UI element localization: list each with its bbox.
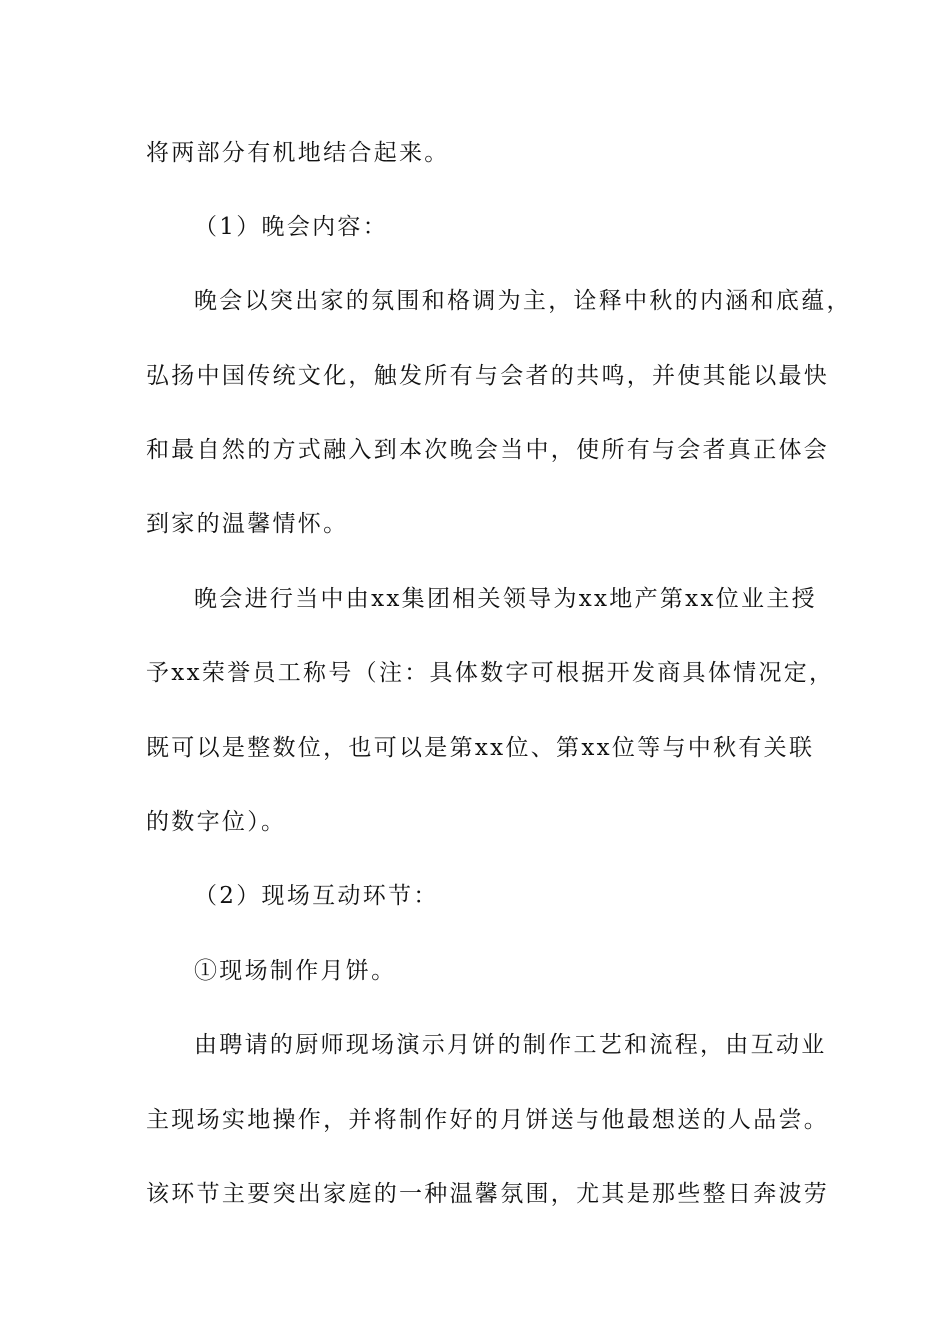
text-line: 该环节主要突出家庭的一种温馨氛围，尤其是那些整日奔波劳 [146,1181,830,1207]
list-item-heading: ①现场制作月饼。 [194,958,397,984]
text-line: 到家的温馨情怀。 [146,511,349,537]
text-line: 将两部分有机地结合起来。 [146,140,450,166]
text-line: 弘扬中国传统文化，触发所有与会者的共鸣，并使其能以最快 [146,363,830,389]
paragraph-start: 晚会以突出家的氛围和格调为主，诠释中秋的内涵和底蕴， [194,288,852,314]
text-line: 主现场实地操作，并将制作好的月饼送与他最想送的人品尝。 [146,1107,830,1133]
section-heading: （2）现场互动环节： [194,883,439,909]
paragraph-start: 晚会进行当中由xx集团相关领导为xx地产第xx位业主授 [194,586,817,612]
text-line: 和最自然的方式融入到本次晚会当中，使所有与会者真正体会 [146,437,830,463]
paragraph-start: 由聘请的厨师现场演示月饼的制作工艺和流程，由互动业 [194,1032,827,1058]
section-heading: （1）晚会内容： [194,214,389,240]
text-line: 既可以是整数位，也可以是第xx位、第xx位等与中秋有关联 [146,735,815,761]
text-line: 予xx荣誉员工称号（注：具体数字可根据开发商具体情况定， [146,660,835,686]
text-line: 的数字位）。 [146,809,287,835]
